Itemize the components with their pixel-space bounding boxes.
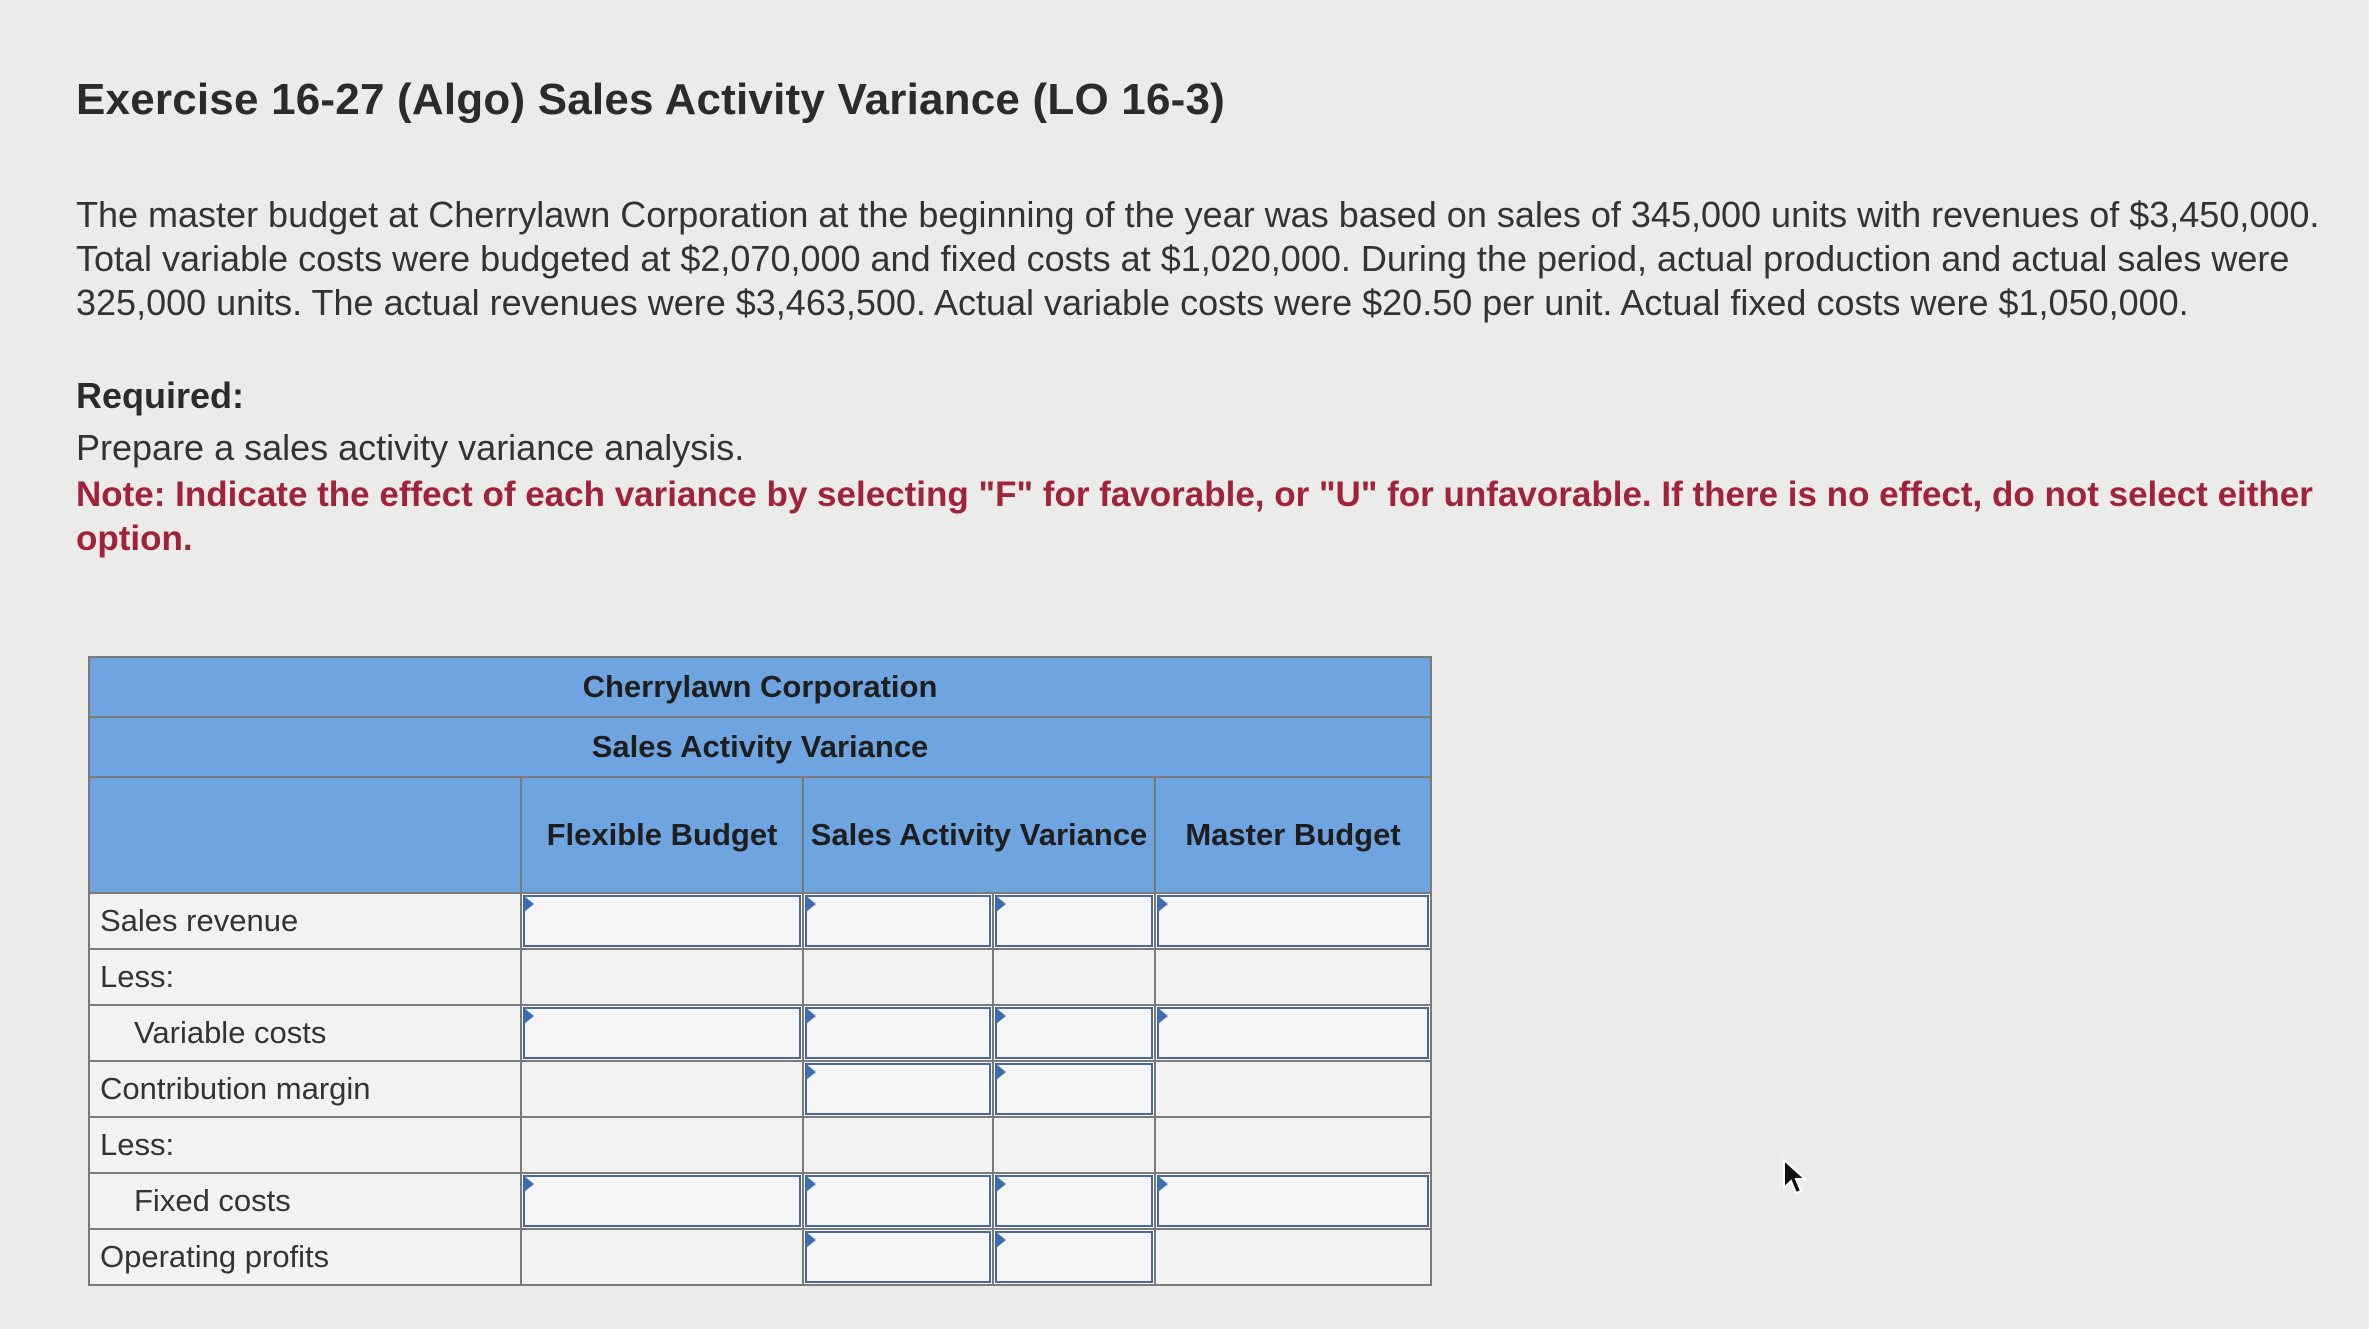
flexible-budget-sales-revenue-input[interactable] — [521, 893, 803, 949]
master-budget-operating-profits-cell — [1155, 1229, 1431, 1285]
row-label: Operating profits — [89, 1229, 521, 1285]
mouse-pointer-icon — [1782, 1158, 1808, 1196]
empty-cell — [1155, 1117, 1431, 1173]
row-label: Less: — [89, 949, 521, 1005]
note-instruction: Note: Indicate the effect of each variance by selecting "F" for favorable, or "U" for unfavorable. If there is no effect, do not select either option. — [76, 475, 2313, 558]
variance-sales-revenue-input[interactable] — [803, 893, 993, 949]
table-row-fixed-costs — [89, 1173, 1431, 1229]
empty-cell — [803, 949, 993, 1005]
table-row-sales-revenue — [89, 893, 1431, 949]
row-label: Contribution margin — [89, 1061, 521, 1117]
master-budget-contribution-margin-cell — [1155, 1061, 1431, 1117]
empty-cell — [803, 1117, 993, 1173]
table-row-contribution-margin — [89, 1061, 1431, 1117]
variance-effect-variable-costs-select[interactable] — [993, 1005, 1155, 1061]
empty-cell — [993, 1117, 1155, 1173]
sales-activity-variance-table — [88, 656, 1432, 1286]
variance-effect-operating-profits-select[interactable] — [993, 1229, 1155, 1285]
flexible-budget-contribution-margin-cell — [521, 1061, 803, 1117]
table-body — [89, 893, 1431, 1285]
required-instruction: Prepare a sales activity variance analysis. — [76, 427, 745, 468]
exercise-title: Exercise 16-27 (Algo) Sales Activity Variance (LO 16-3) — [76, 75, 1226, 124]
row-label: Less: — [89, 1117, 521, 1173]
table-company-header: Cherrylawn Corporation — [89, 657, 1431, 717]
column-header-sales-activity-variance: Sales Activity Variance — [803, 777, 1155, 893]
flexible-budget-operating-profits-cell — [521, 1229, 803, 1285]
row-label: Variable costs — [89, 1005, 521, 1061]
variance-effect-sales-revenue-select[interactable] — [993, 893, 1155, 949]
empty-cell — [993, 949, 1155, 1005]
empty-cell — [1155, 949, 1431, 1005]
table-row-variable-costs — [89, 1005, 1431, 1061]
master-budget-variable-costs-input[interactable] — [1155, 1005, 1431, 1061]
variance-variable-costs-input[interactable] — [803, 1005, 993, 1061]
row-label: Sales revenue — [89, 893, 521, 949]
empty-cell — [521, 949, 803, 1005]
master-budget-sales-revenue-input[interactable] — [1155, 893, 1431, 949]
variance-fixed-costs-input[interactable] — [803, 1173, 993, 1229]
variance-effect-fixed-costs-select[interactable] — [993, 1173, 1155, 1229]
variance-contribution-margin-input[interactable] — [803, 1061, 993, 1117]
column-header-flexible-budget: Flexible Budget — [521, 777, 803, 893]
column-header-master-budget: Master Budget — [1155, 777, 1431, 893]
problem-statement: The master budget at Cherrylawn Corporation at the beginning of the year was based on sales of 345,000 units with revenues of $3,450,000. Total variable costs were budgeted at $2,070,000 and fixed costs at $1,020,000. During the period, actual production and actual sales were 325,000 units. The actual revenues were $3,463,500. Actual variable costs were $20.50 per unit. Actual fixed costs were $1,050,000. — [76, 194, 2320, 323]
table-row-less-1 — [89, 949, 1431, 1005]
variance-effect-contribution-margin-select[interactable] — [993, 1061, 1155, 1117]
variance-operating-profits-input[interactable] — [803, 1229, 993, 1285]
table-row-operating-profits — [89, 1229, 1431, 1285]
required-label: Required: — [76, 375, 245, 416]
table-subtitle-header: Sales Activity Variance — [89, 717, 1431, 777]
table-row-less-2 — [89, 1117, 1431, 1173]
empty-cell — [521, 1117, 803, 1173]
flexible-budget-fixed-costs-input[interactable] — [521, 1173, 803, 1229]
flexible-budget-variable-costs-input[interactable] — [521, 1005, 803, 1061]
row-label-column-header — [89, 777, 521, 893]
master-budget-fixed-costs-input[interactable] — [1155, 1173, 1431, 1229]
row-label: Fixed costs — [89, 1173, 521, 1229]
